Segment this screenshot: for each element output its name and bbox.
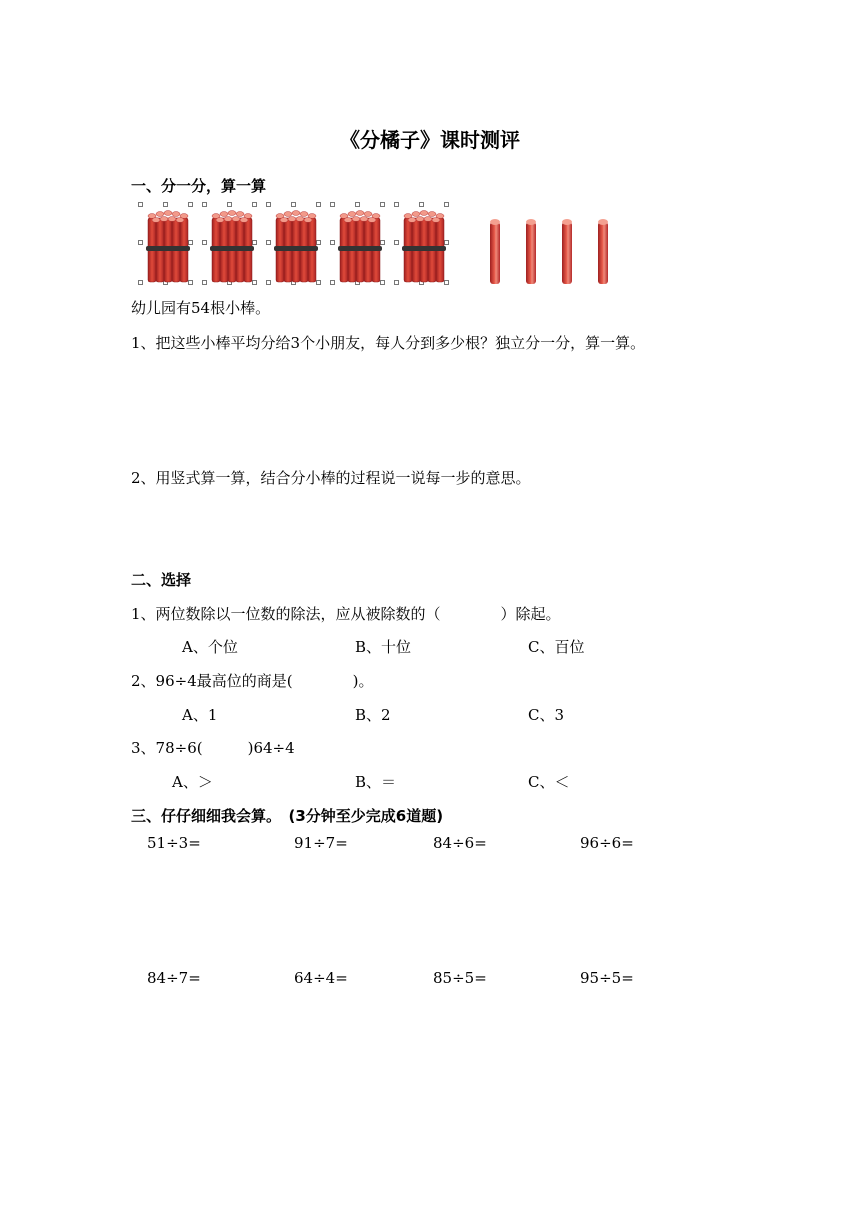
selection-handle xyxy=(330,240,335,245)
section1-heading: 一、分一分，算一算 xyxy=(131,177,267,195)
selection-handle xyxy=(316,202,321,207)
selection-handle xyxy=(291,202,296,207)
selection-handle xyxy=(138,202,143,207)
stick-bundle xyxy=(400,208,448,286)
selection-handle xyxy=(330,280,335,285)
single-stick xyxy=(526,222,536,284)
page-title: 《分橘子》课时测评 xyxy=(340,128,520,152)
selection-handle xyxy=(202,202,207,207)
choice-q1-option-b: B、十位 xyxy=(355,638,412,656)
choice-q1-option-a: A、个位 xyxy=(182,638,238,656)
single-stick xyxy=(598,222,608,284)
selection-handle xyxy=(394,240,399,245)
choice-q2-option-a: A、1 xyxy=(182,706,218,724)
single-stick xyxy=(562,222,572,284)
choice-question-3: 3、78÷6( )64÷4 xyxy=(131,739,295,757)
selection-handle xyxy=(355,202,360,207)
choice-question-1: 1、两位数除以一位数的除法，应从被除数的（ ）除起。 xyxy=(131,605,561,623)
calc-5: 84÷7= xyxy=(147,969,201,987)
selection-handle xyxy=(330,202,335,207)
single-stick xyxy=(490,222,500,284)
calc-1: 51÷3= xyxy=(147,834,201,852)
selection-handle xyxy=(163,202,168,207)
choice-q3-option-c: C、＜ xyxy=(528,773,570,791)
sticks-figure xyxy=(140,200,620,292)
selection-handle xyxy=(266,240,271,245)
selection-handle xyxy=(202,280,207,285)
selection-handle xyxy=(266,202,271,207)
section1-question-1: 1、把这些小棒平均分给3个小朋友，每人分到多少根？独立分一分，算一算。 xyxy=(131,334,646,352)
calc-8: 95÷5= xyxy=(580,969,634,987)
selection-handle xyxy=(394,280,399,285)
selection-handle xyxy=(138,280,143,285)
calc-7: 85÷5= xyxy=(433,969,487,987)
selection-handle xyxy=(394,202,399,207)
choice-q3-option-a: A、＞ xyxy=(172,773,213,791)
selection-handle xyxy=(266,280,271,285)
stick-bundle xyxy=(272,208,320,286)
selection-handle xyxy=(227,202,232,207)
stick-bundle xyxy=(336,208,384,286)
stick-bundle xyxy=(208,208,256,286)
choice-q3-option-b: B、＝ xyxy=(355,773,397,791)
selection-handle xyxy=(138,240,143,245)
calc-3: 84÷6= xyxy=(433,834,487,852)
selection-handle xyxy=(444,202,449,207)
selection-handle xyxy=(188,202,193,207)
section3-heading: 三、仔仔细细我会算。 (3分钟至少完成6道题) xyxy=(131,807,444,825)
section1-intro: 幼儿园有54根小棒。 xyxy=(131,299,271,317)
section2-heading: 二、选择 xyxy=(131,571,192,589)
selection-handle xyxy=(202,240,207,245)
stick-bundle xyxy=(144,208,192,286)
choice-q2-option-c: C、3 xyxy=(528,706,565,724)
choice-q2-option-b: B、2 xyxy=(355,706,391,724)
calc-6: 64÷4= xyxy=(294,969,348,987)
choice-q1-option-c: C、百位 xyxy=(528,638,585,656)
choice-question-2: 2、96÷4最高位的商是( )。 xyxy=(131,672,374,690)
selection-handle xyxy=(380,202,385,207)
selection-handle xyxy=(419,202,424,207)
calc-2: 91÷7= xyxy=(294,834,348,852)
calc-4: 96÷6= xyxy=(580,834,634,852)
selection-handle xyxy=(252,202,257,207)
section1-question-2: 2、用竖式算一算，结合分小棒的过程说一说每一步的意思。 xyxy=(131,469,531,487)
